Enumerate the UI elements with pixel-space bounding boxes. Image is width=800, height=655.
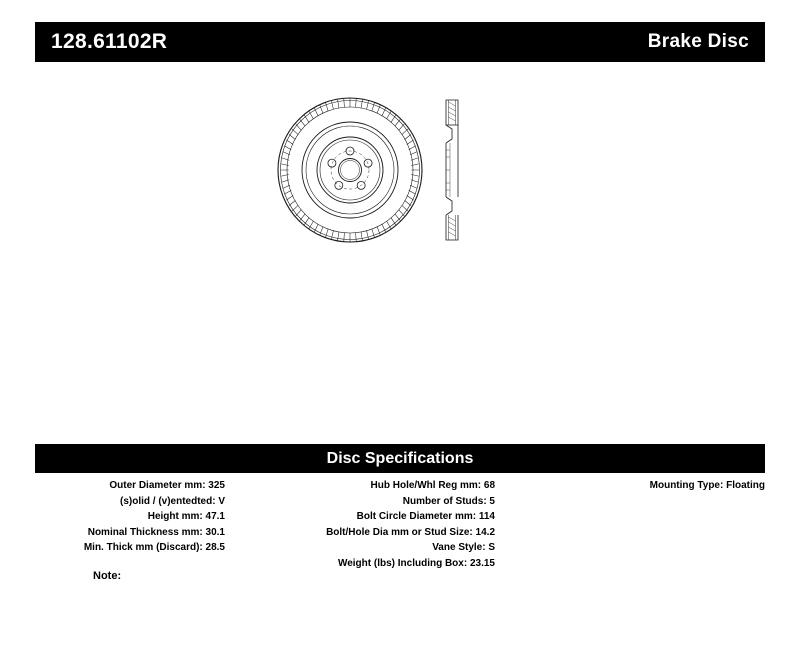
spec-item: Bolt Circle Diameter mm: 114 (356, 511, 495, 522)
spec-item: (s)olid / (v)entedted: V (120, 495, 225, 507)
product-type-label: Brake Disc (647, 31, 749, 52)
part-number: 128.61102R (51, 30, 168, 53)
spec-item: Height mm: 47.1 (147, 511, 225, 522)
spec-item: Bolt/Hole Dia mm or Stud Size: 14.2 (326, 526, 495, 538)
spec-column-middle (245, 478, 495, 571)
spec-item: Min. Thick mm (Discard): 28.5 (83, 542, 225, 553)
rotor-drawing (260, 95, 520, 275)
spec-columns (35, 478, 765, 568)
spec-column-left (35, 478, 225, 556)
spec-title: Disc Specifications (326, 449, 474, 467)
spec-column-right (515, 478, 765, 494)
spec-item: Hub Hole/Whl Reg mm: 68 (370, 480, 495, 491)
spec-title-bar (35, 444, 765, 473)
note-label: Note: (93, 570, 122, 582)
rotor-drawing-svg (260, 95, 520, 275)
spec-item: Weight (lbs) Including Box: 23.15 (337, 557, 495, 569)
spec-item: Mounting Type: Floating (649, 480, 765, 491)
brake-rotor-side-profile-view (446, 100, 458, 240)
brake-rotor-face-view (278, 98, 422, 242)
spec-item: Nominal Thickness mm: 30.1 (87, 526, 225, 538)
spec-item: Number of Studs: 5 (402, 495, 495, 507)
spec-item: Vane Style: S (432, 542, 495, 553)
header-bar (35, 22, 765, 62)
spec-item: Outer Diameter mm: 325 (109, 480, 225, 491)
